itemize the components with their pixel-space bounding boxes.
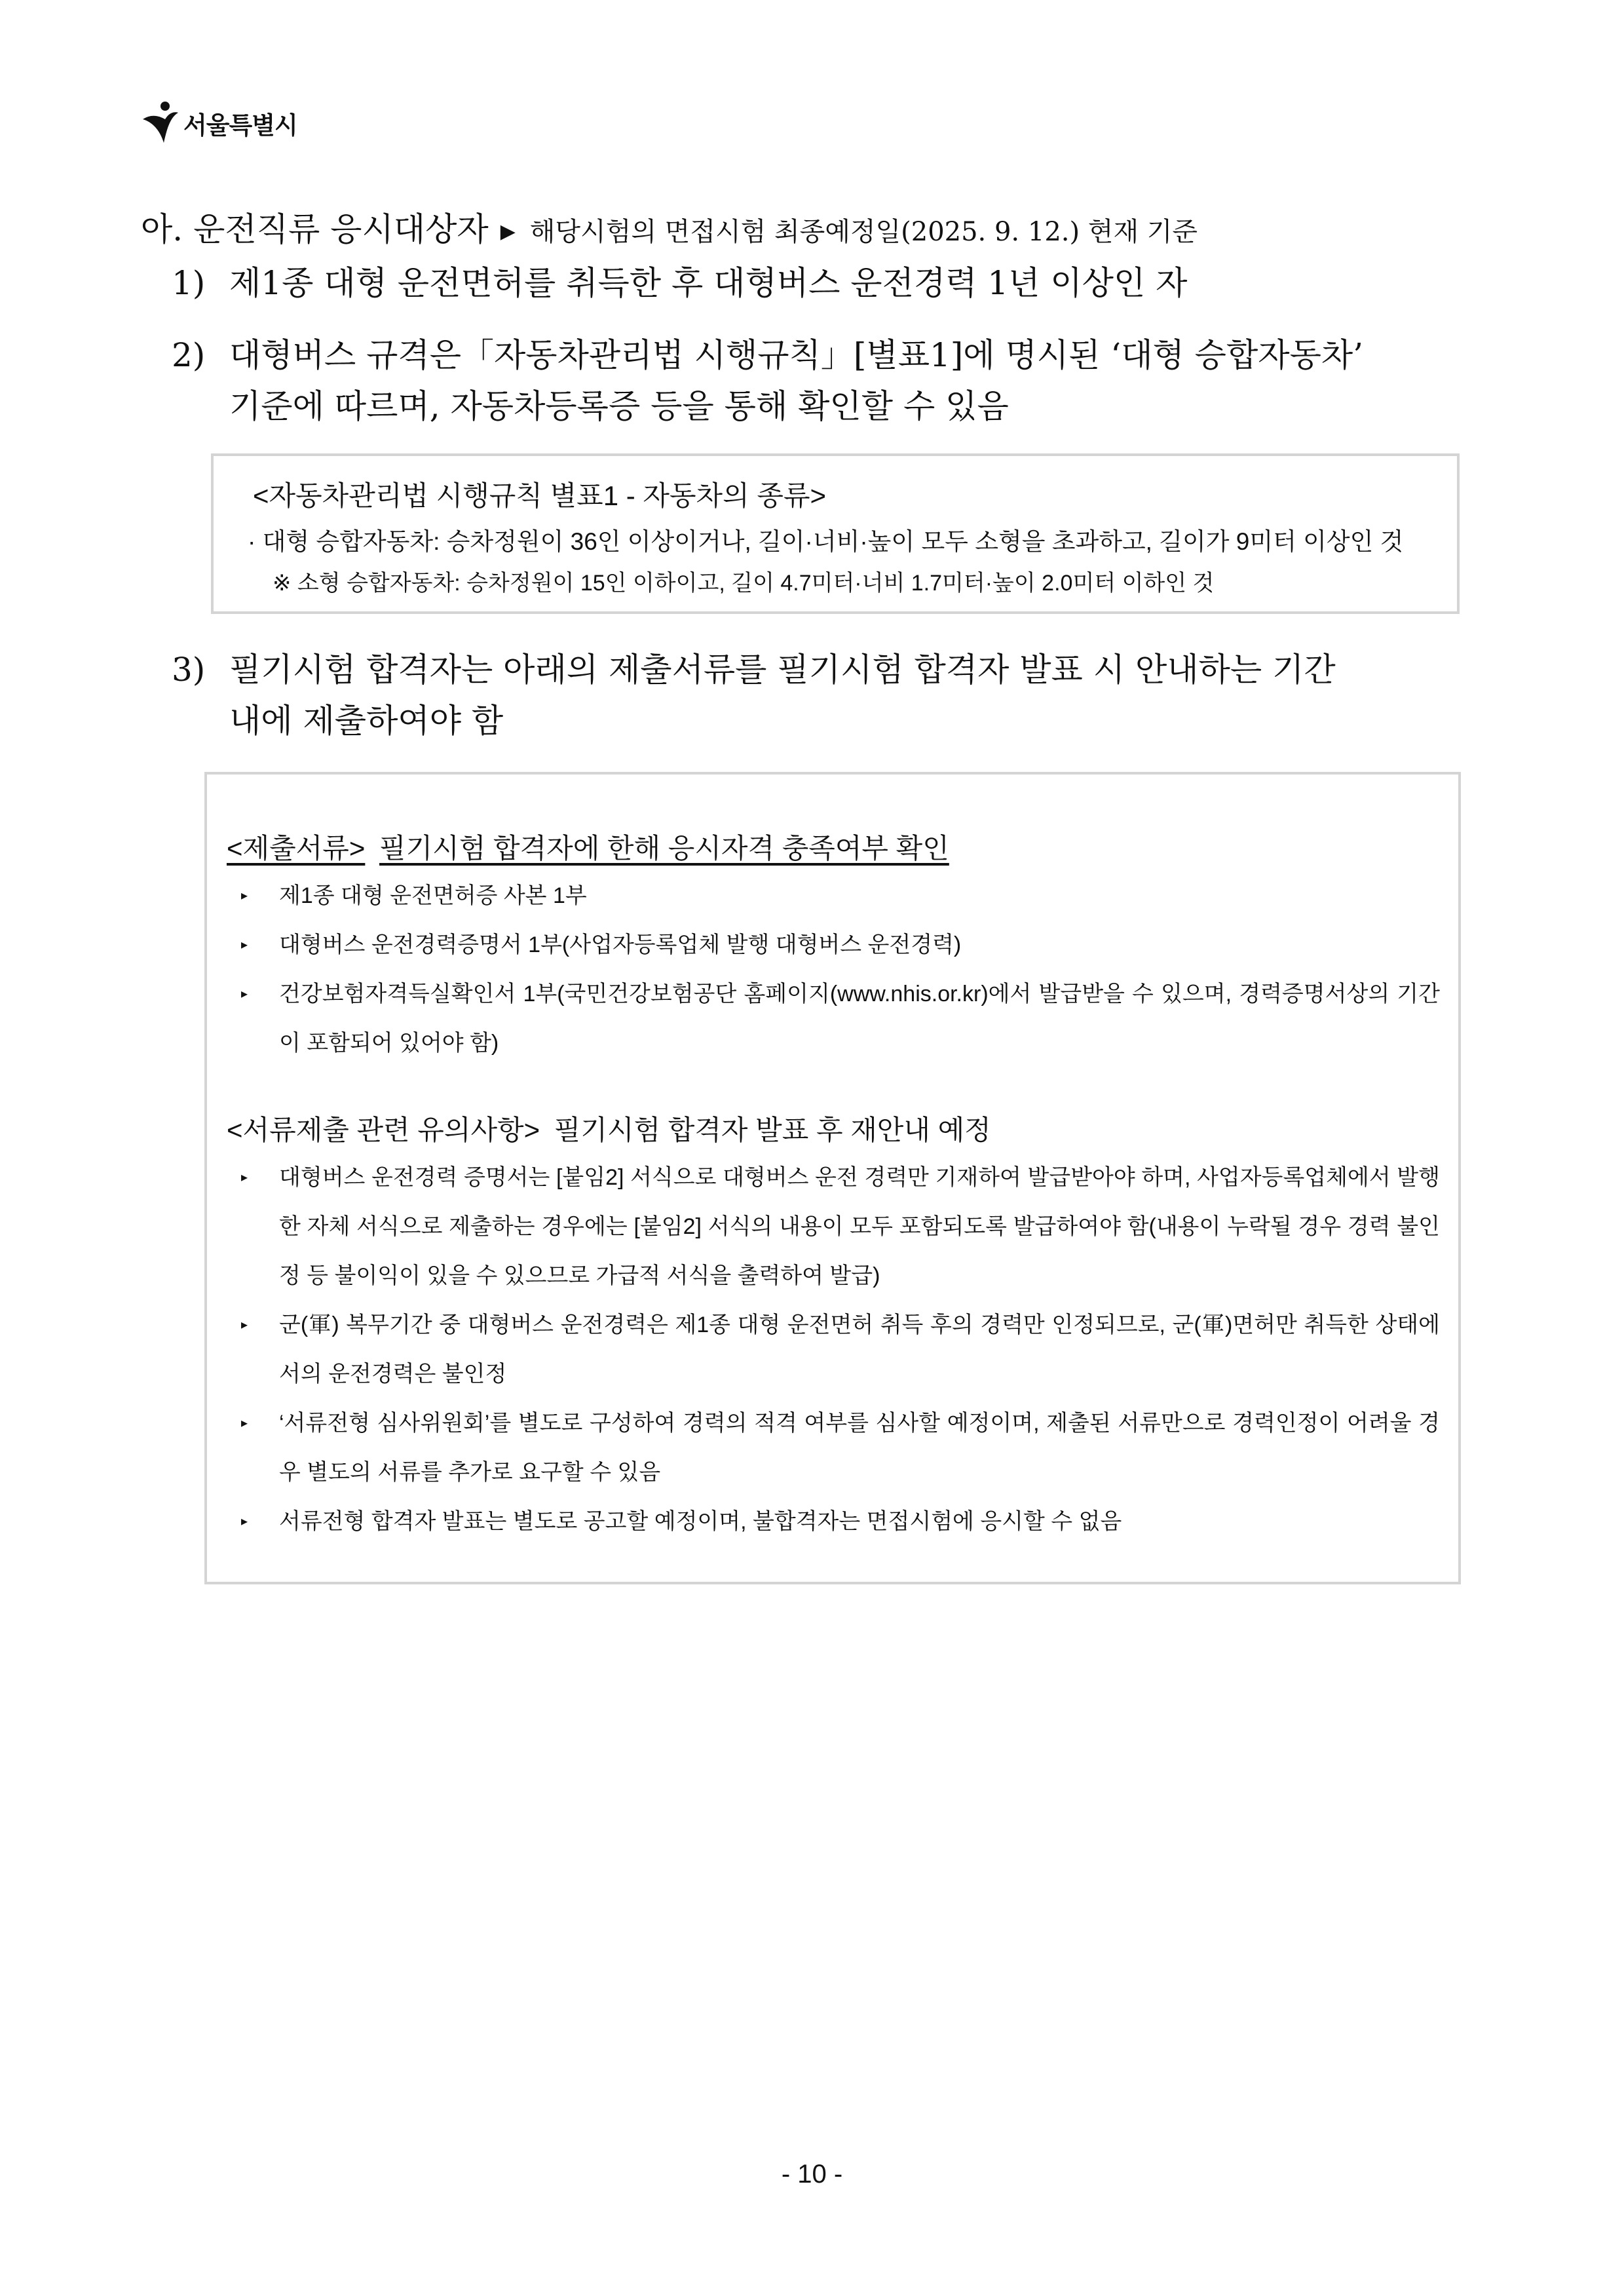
- section-heading: [141, 208, 1198, 253]
- documents-box: [204, 772, 1461, 1584]
- item-text-line2: 기준에 따르며, 자동차등록증 등을 통해 확인할 수 있음: [229, 387, 1009, 425]
- item-text-line2: 내에 제출하여야 함: [229, 702, 504, 740]
- item-3: [172, 649, 1482, 742]
- seoul-logo: [139, 97, 297, 149]
- triangle-bullet-icon: ▸: [241, 938, 248, 952]
- list-item: ▸ ‘서류전형 심사위원회’를 별도로 구성하여 경력의 적격 여부를 심사할 예정이며, 제출된 서류만으로 경력인정이 어려울 경우 별도의 서류를 추가로 요구할 수 있음: [241, 1399, 1440, 1497]
- list-item: ▸ 대형버스 운전경력증명서 1부(사업자등록업체 발행 대형버스 운전경력): [241, 921, 1440, 970]
- item-number: 2): [172, 336, 206, 374]
- triangle-bullet-icon: ▸: [241, 1514, 248, 1529]
- triangle-bullet-icon: ▸: [241, 987, 248, 1001]
- list-item: ▸ 제1종 대형 운전면허증 사본 1부: [241, 871, 1440, 921]
- triangle-bullet-icon: ▸: [241, 889, 248, 903]
- vehicle-class-box: [211, 453, 1460, 614]
- notice-label: <서류제출 관련 유의사항>: [227, 1115, 540, 1145]
- documents-heading: [227, 827, 949, 866]
- notice-title: 필기시험 합격자 발표 후 재안내 예정: [554, 1115, 991, 1145]
- list-item: ▸ 건강보험자격득실확인서 1부(국민건강보험공단 홈페이지(www.nhis.or.kr)에서 발급받을 수 있으며, 경력증명서상의 기간이 포함되어 있어야 함): [241, 970, 1440, 1068]
- documents-label: <제출서류>: [227, 833, 366, 864]
- list-item: ▸ 군(軍) 복무기간 중 대형버스 운전경력은 제1종 대형 운전면허 취득 후의 경력만 인정되므로, 군(軍)면허만 취득한 상태에서의 운전경력은 불인정: [241, 1301, 1440, 1399]
- item-text-line1: 대형버스 규격은「자동차관리법 시행규칙」[별표1]에 명시된 ‘대형 승합자동차’: [229, 336, 1364, 374]
- item-text: 제1종 대형 운전면허를 취득한 후 대형버스 운전경력 1년 이상인 자: [229, 264, 1188, 302]
- triangle-bullet-icon: ▸: [241, 1170, 248, 1185]
- section-title: 아. 운전직류 응시대상자: [141, 210, 489, 248]
- item-2: [172, 334, 1482, 427]
- item-number: 3): [172, 651, 206, 689]
- vehicle-box-title: <자동차관리법 시행규칙 별표1 - 자동차의 종류>: [253, 480, 827, 511]
- vehicle-box-line: · 대형 승합자동차: 승차정원이 36인 이상이거나, 길이·너비·높이 모두 소형을 초과하고, 길이가 9미터 이상인 것: [248, 528, 1404, 555]
- list-item: ▸ 서류전형 합격자 발표는 별도로 공고할 예정이며, 불합격자는 면접시험에 응시할 수 없음: [241, 1497, 1440, 1546]
- triangle-bullet-icon: ▸: [241, 1318, 248, 1332]
- item-text-line1: 필기시험 합격자는 아래의 제출서류를 필기시험 합격자 발표 시 안내하는 기간: [229, 651, 1336, 689]
- item-1: [172, 262, 1482, 304]
- org-name: 서울특별시: [183, 111, 297, 140]
- documents-title: 필기시험 합격자에 한해 응시자격 충족여부 확인: [379, 833, 949, 864]
- seoul-symbol-icon: [139, 100, 181, 147]
- notice-heading: [227, 1109, 991, 1148]
- page-number: - 10 -: [781, 2160, 843, 2189]
- triangle-bullet-icon: ▸: [241, 1416, 248, 1430]
- section-note: 해당시험의 면접시험 최종예정일(2025. 9. 12.) 현재 기준: [529, 217, 1198, 247]
- item-number: 1): [172, 264, 206, 302]
- triangle-bullet-icon: ▶: [500, 220, 516, 243]
- vehicle-box-note: ※ 소형 승합자동차: 승차정원이 15인 이하이고, 길이 4.7미터·너비 1.7미터·높이 2.0미터 이하인 것: [273, 571, 1215, 596]
- list-item: ▸ 대형버스 운전경력 증명서는 [붙임2] 서식으로 대형버스 운전 경력만 기재하여 발급받아야 하며, 사업자등록업체에서 발행한 자체 서식으로 제출하는 경우에는 [붙임2] 서식의 내용이 모두 포함되도록 발급하여야 함(내용이 누락될 경우 경력 불인정 등 불이익이 있을 수 있으므로 가급적 서식을 출력하여 발급): [241, 1153, 1440, 1301]
